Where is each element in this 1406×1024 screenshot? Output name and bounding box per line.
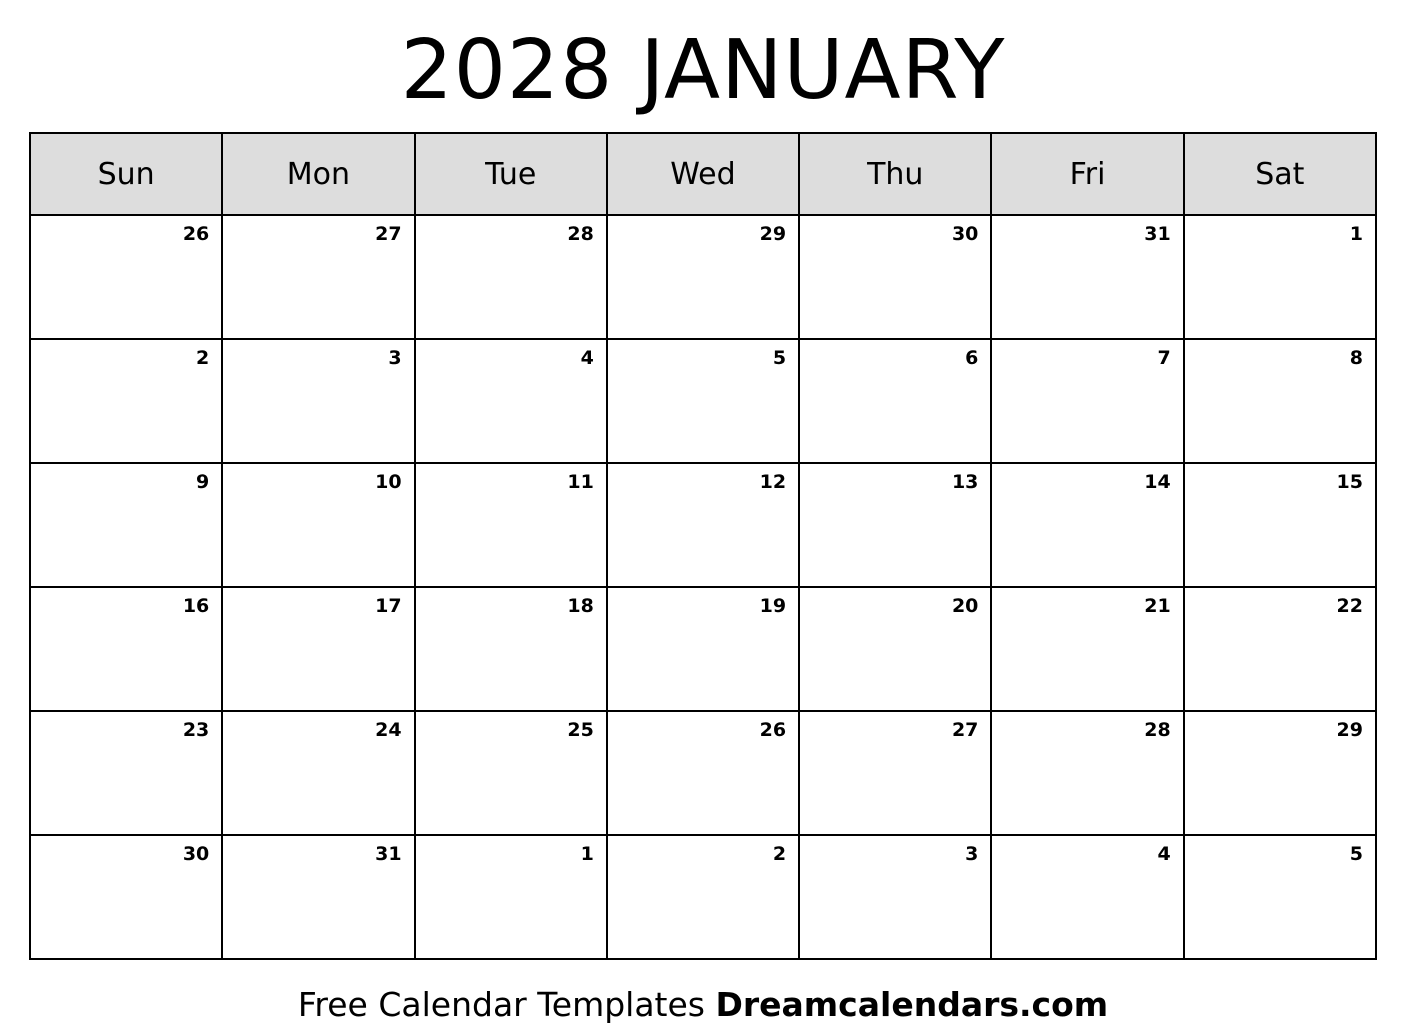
calendar-day-cell[interactable] <box>30 463 222 587</box>
day-number: 31 <box>1144 223 1171 245</box>
day-number: 5 <box>1349 843 1363 865</box>
day-number: 6 <box>965 347 979 369</box>
calendar-day-cell[interactable] <box>607 711 799 835</box>
day-number: 13 <box>951 471 979 493</box>
calendar-day-cell[interactable] <box>222 835 414 959</box>
day-number: 7 <box>1157 347 1171 369</box>
day-number: 23 <box>182 719 210 741</box>
calendar-day-cell[interactable] <box>415 835 607 959</box>
calendar-day-cell[interactable] <box>991 711 1183 835</box>
calendar-week-row <box>30 463 1376 587</box>
day-number: 27 <box>951 719 979 741</box>
calendar-day-cell[interactable] <box>607 339 799 463</box>
calendar-day-cell[interactable] <box>607 215 799 339</box>
day-number: 1 <box>580 843 594 865</box>
day-number: 29 <box>759 223 787 245</box>
day-number: 27 <box>375 223 402 245</box>
day-number: 14 <box>1144 471 1171 493</box>
calendar-day-cell[interactable] <box>415 339 607 463</box>
day-number: 20 <box>951 595 979 617</box>
footer-brand[interactable]: Dreamcalendars.com <box>715 985 1109 1024</box>
calendar-day-cell[interactable] <box>222 215 414 339</box>
footer-text: Free Calendar Templates <box>297 985 716 1024</box>
day-number: 11 <box>567 471 594 493</box>
calendar-day-cell[interactable] <box>1184 835 1376 959</box>
calendar-day-cell[interactable] <box>607 587 799 711</box>
day-number: 1 <box>1349 223 1363 245</box>
calendar-week-row <box>30 339 1376 463</box>
calendar-day-cell[interactable] <box>991 339 1183 463</box>
day-number: 31 <box>375 843 402 865</box>
calendar-day-cell[interactable] <box>30 339 222 463</box>
day-number: 25 <box>567 719 594 741</box>
calendar-week-row <box>30 835 1376 959</box>
calendar-day-cell[interactable] <box>991 215 1183 339</box>
page-title: 2028 JANUARY <box>400 23 1006 118</box>
day-number: 12 <box>759 471 787 493</box>
calendar-day-cell[interactable] <box>30 587 222 711</box>
day-number: 8 <box>1349 347 1363 369</box>
weekday-header-mon: Mon <box>222 133 414 215</box>
calendar-day-cell[interactable] <box>799 463 991 587</box>
calendar-day-cell[interactable] <box>30 215 222 339</box>
day-number: 30 <box>951 223 979 245</box>
weekday-header-thu: Thu <box>799 133 991 215</box>
day-number: 5 <box>772 347 787 369</box>
calendar-day-cell[interactable] <box>1184 587 1376 711</box>
calendar-day-cell[interactable] <box>415 215 607 339</box>
day-number: 9 <box>196 471 210 493</box>
weekday-header-fri: Fri <box>991 133 1183 215</box>
day-number: 3 <box>965 843 979 865</box>
calendar-day-cell[interactable] <box>415 463 607 587</box>
calendar-day-cell[interactable] <box>415 587 607 711</box>
weekday-header-sat: Sat <box>1184 133 1376 215</box>
calendar-day-cell[interactable] <box>799 215 991 339</box>
day-number: 26 <box>182 223 210 245</box>
day-number: 2 <box>772 843 787 865</box>
calendar-day-cell[interactable] <box>222 339 414 463</box>
day-number: 2 <box>196 347 210 369</box>
day-number: 3 <box>388 347 402 369</box>
calendar-day-cell[interactable] <box>1184 339 1376 463</box>
weekday-header-sun: Sun <box>30 133 222 215</box>
day-number: 15 <box>1336 471 1363 493</box>
weekday-header-wed: Wed <box>607 133 799 215</box>
calendar-day-cell[interactable] <box>222 587 414 711</box>
day-number: 28 <box>567 223 594 245</box>
day-number: 17 <box>375 595 402 617</box>
day-number: 21 <box>1144 595 1171 617</box>
day-number: 28 <box>1144 719 1171 741</box>
calendar-day-cell[interactable] <box>607 463 799 587</box>
calendar-week-row <box>30 215 1376 339</box>
calendar-day-cell[interactable] <box>222 711 414 835</box>
day-number: 16 <box>182 595 210 617</box>
day-number: 24 <box>375 719 402 741</box>
day-number: 29 <box>1336 719 1363 741</box>
calendar-day-cell[interactable] <box>799 587 991 711</box>
calendar-grid <box>29 132 1377 960</box>
day-number: 18 <box>567 595 594 617</box>
calendar-day-cell[interactable] <box>1184 215 1376 339</box>
calendar-day-cell[interactable] <box>1184 711 1376 835</box>
calendar-day-cell[interactable] <box>991 835 1183 959</box>
day-number: 19 <box>759 595 787 617</box>
weekday-header-row <box>30 133 1376 215</box>
day-number: 4 <box>1157 843 1171 865</box>
calendar-day-cell[interactable] <box>607 835 799 959</box>
weekday-header-tue: Tue <box>415 133 607 215</box>
calendar-day-cell[interactable] <box>991 587 1183 711</box>
calendar-day-cell[interactable] <box>1184 463 1376 587</box>
calendar-week-row <box>30 711 1376 835</box>
calendar-day-cell[interactable] <box>799 711 991 835</box>
calendar-day-cell[interactable] <box>799 835 991 959</box>
calendar-week-row <box>30 587 1376 711</box>
day-number: 26 <box>759 719 787 741</box>
footer <box>0 960 1406 1024</box>
calendar-day-cell[interactable] <box>415 711 607 835</box>
day-number: 10 <box>375 471 402 493</box>
day-number: 30 <box>182 843 210 865</box>
calendar-day-cell[interactable] <box>222 463 414 587</box>
calendar-day-cell[interactable] <box>991 463 1183 587</box>
calendar-day-cell[interactable] <box>30 711 222 835</box>
day-number: 4 <box>580 347 594 369</box>
calendar-day-cell[interactable] <box>799 339 991 463</box>
calendar-day-cell[interactable] <box>30 835 222 959</box>
day-number: 22 <box>1336 595 1363 617</box>
